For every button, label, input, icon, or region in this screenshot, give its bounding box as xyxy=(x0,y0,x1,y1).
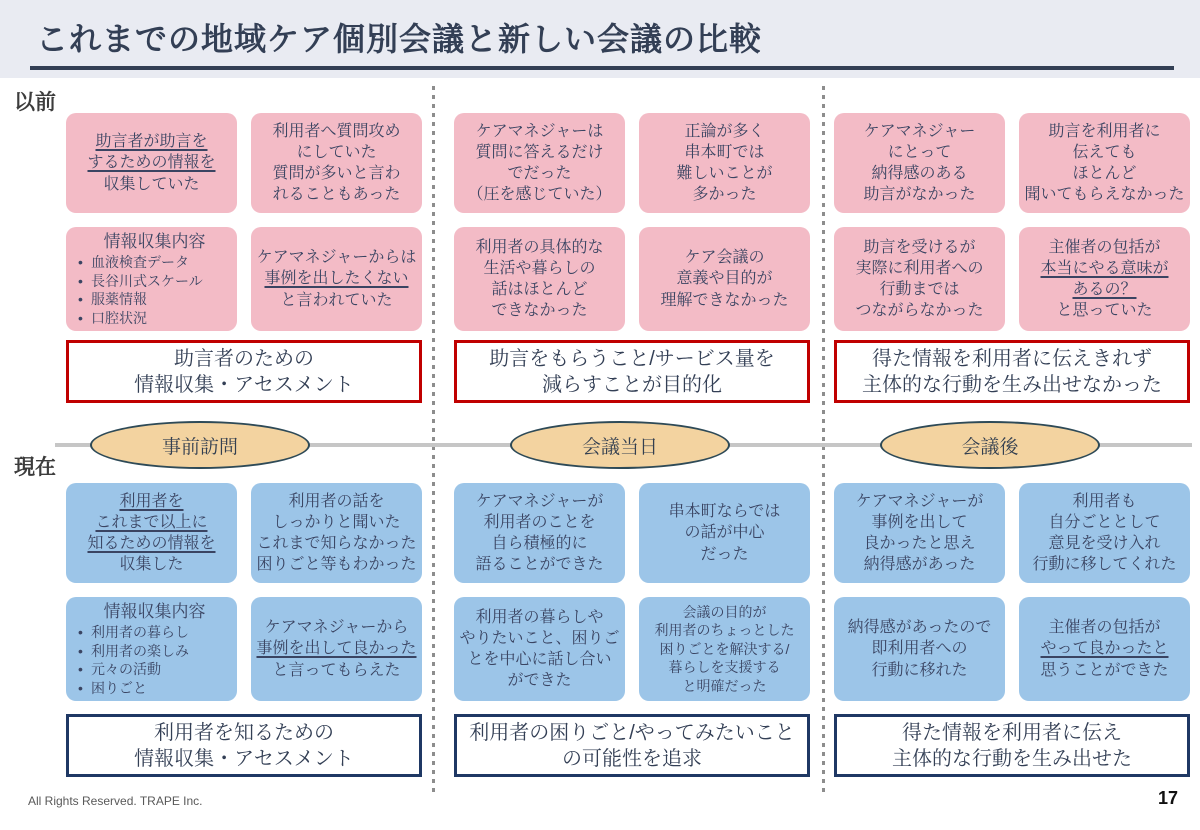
card-before-2-4 xyxy=(639,227,810,331)
text-line: 多かった xyxy=(692,186,757,204)
card-now-1-3 xyxy=(66,597,237,701)
text-line: これまで知らなかった xyxy=(256,535,417,552)
card-now-1-4 xyxy=(251,597,422,701)
before-column-after-meeting xyxy=(834,113,1190,403)
text-line: 納得感のある xyxy=(871,165,968,182)
text-line: 主体的な行動を生み出せた xyxy=(892,747,1132,770)
summary-before-2 xyxy=(454,340,810,403)
text-line: 利用者の具体的な xyxy=(475,238,604,256)
text-line: 理解できなかった xyxy=(660,291,789,309)
card-before-1-3 xyxy=(66,227,237,331)
text-line: 意義や目的が xyxy=(676,270,773,288)
now-column-after-meeting xyxy=(834,483,1190,777)
card-now-2-4 xyxy=(639,597,810,701)
text-line: とを中心に話し合い xyxy=(467,651,612,668)
card-before-3-3 xyxy=(834,227,1005,331)
text-line: 困りごとを解決する/ xyxy=(659,640,790,657)
text-line: しっかりと聞いた xyxy=(272,513,401,531)
timeline-stage-pre-visit xyxy=(90,421,310,469)
text-line: 思うことができた xyxy=(1040,661,1169,679)
bullet-line: • 利用者の楽しみ xyxy=(74,642,189,660)
bullet-line: • 長谷川式スケール xyxy=(74,272,203,290)
text-line: の可能性を追求 xyxy=(562,747,702,770)
card-now-3-3 xyxy=(834,597,1005,701)
text-line: あるの？ xyxy=(1072,281,1137,298)
timeline-stage-after-meeting xyxy=(880,421,1100,469)
text-line: 行動までは xyxy=(879,281,960,298)
text-line: 質問が多いと言わ xyxy=(272,165,401,182)
column-divider-2 xyxy=(822,86,825,792)
text-line: 利用者のことを xyxy=(483,513,596,531)
text-line: 事例を出したくない xyxy=(264,270,409,288)
card-grid xyxy=(66,483,422,701)
text-line: 情報収集・アセスメント xyxy=(134,373,354,396)
text-line: 情報収集・アセスメント xyxy=(134,747,354,770)
card-before-3-2 xyxy=(1019,113,1190,213)
text-line: 助言をもらうこと/サービス量を xyxy=(489,347,775,370)
text-line: 利用者を知るための xyxy=(154,721,334,744)
bullet-line: • 口腔状況 xyxy=(74,309,147,327)
text-line: できなかった xyxy=(491,302,588,320)
text-line: 意見を受け入れ xyxy=(1048,535,1161,552)
text-line: にとって xyxy=(887,143,952,161)
timeline-stage-label: 事前訪問 xyxy=(161,436,238,458)
text-line: 収集した xyxy=(119,556,184,574)
text-line: でだった xyxy=(507,165,572,182)
text-line: 事例を出して xyxy=(871,513,968,531)
text-line: 良かったと思え xyxy=(863,535,976,552)
card-now-2-3 xyxy=(454,597,625,701)
text-line: これまで以上に xyxy=(95,513,208,531)
card-now-3-1 xyxy=(834,483,1005,583)
text-line: 助言がなかった xyxy=(863,186,976,204)
text-line: 行動に移れた xyxy=(871,661,968,679)
text-line: 串本町では xyxy=(684,143,765,161)
text-line: 利用者へ質問攻め xyxy=(272,122,401,140)
text-line: ほとんど xyxy=(1072,165,1137,182)
timeline-stage-meeting-day xyxy=(510,421,730,469)
card-before-1-1 xyxy=(66,113,237,213)
bullet-line: • 血液検査データ xyxy=(74,253,189,271)
text-line: 主体的な行動を生み出せなかった xyxy=(862,373,1162,396)
page-title: これまでの地域ケア個別会議と新しい会議の比較 xyxy=(36,21,763,57)
text-line: 利用者のちょっとした xyxy=(654,622,795,639)
text-line: ケアマネジャーが xyxy=(475,492,604,510)
text-line: 主催者の包括が xyxy=(1048,619,1161,637)
text-line: ケアマネジャーからは xyxy=(256,249,417,267)
text-line: と言ってもらえた xyxy=(272,661,401,679)
card-grid xyxy=(834,483,1190,701)
text-line: 情報収集内容 xyxy=(103,231,206,251)
text-line: （圧を感じていた） xyxy=(467,186,612,204)
summary-before-3 xyxy=(834,340,1190,403)
card-before-2-1 xyxy=(454,113,625,213)
text-line: するための情報を xyxy=(87,154,216,172)
text-line: 納得感があったので xyxy=(847,619,992,637)
header-band xyxy=(0,0,1200,78)
timeline-stage-label: 会議後 xyxy=(961,436,1019,458)
text-line: 減らすことが目的化 xyxy=(542,373,722,396)
bullet-line: • 元々の活動 xyxy=(74,660,161,678)
text-line: 自ら積極的に xyxy=(491,535,588,552)
copyright-text: All Rights Reserved. TRAPE Inc. xyxy=(28,794,203,808)
text-line: ケアマネジャー xyxy=(863,122,976,140)
summary-now-1 xyxy=(66,714,422,777)
page-number: 17 xyxy=(1157,788,1178,808)
text-line: 聞いてもらえなかった xyxy=(1024,186,1185,204)
text-line: 行動に移してくれた xyxy=(1032,556,1177,574)
card-before-2-3 xyxy=(454,227,625,331)
card-now-2-2 xyxy=(639,483,810,583)
text-line: と言われていた xyxy=(280,291,393,309)
text-line: 納得感があった xyxy=(863,556,976,574)
text-line: 利用者も xyxy=(1072,492,1137,510)
text-line: 困りごと等もわかった xyxy=(256,556,417,574)
text-line: 伝えても xyxy=(1072,143,1137,161)
text-line: の話が中心 xyxy=(684,524,765,542)
text-line: 助言を受けるが xyxy=(863,238,976,256)
text-line: 話はほとんど xyxy=(491,281,588,298)
card-grid xyxy=(454,113,810,331)
text-line: れることもあった xyxy=(272,186,401,204)
text-line: ケア会議の xyxy=(684,249,765,267)
text-line: ケアマネジャーが xyxy=(855,492,984,510)
card-before-1-4 xyxy=(251,227,422,331)
timeline-stage-label: 会議当日 xyxy=(581,436,658,458)
text-line: やりたいこと、困りご xyxy=(459,629,620,647)
before-column-meeting-day xyxy=(454,113,810,403)
card-now-1-1 xyxy=(66,483,237,583)
card-now-2-1 xyxy=(454,483,625,583)
text-line: 事例を出して良かった xyxy=(256,640,417,658)
text-line: ケアマネジャーから xyxy=(264,619,409,637)
card-before-1-2 xyxy=(251,113,422,213)
text-line: 即利用者への xyxy=(871,640,968,658)
text-line: 利用者の困りごと/やってみたいこと xyxy=(469,721,795,744)
summary-before-1 xyxy=(66,340,422,403)
label-before: 以前 xyxy=(14,91,56,114)
text-line: 助言者が助言を xyxy=(95,133,208,151)
bullet-line: • 利用者の暮らし xyxy=(74,623,189,641)
text-line: だった xyxy=(700,545,749,563)
column-divider-1 xyxy=(432,86,435,792)
text-line: と明確だった xyxy=(682,677,767,694)
card-grid xyxy=(834,113,1190,331)
text-line: 得た情報を利用者に伝え xyxy=(902,721,1122,744)
card-before-3-1 xyxy=(834,113,1005,213)
title-underline xyxy=(30,66,1174,70)
text-line: つながらなかった xyxy=(855,302,984,320)
now-column-pre-visit xyxy=(66,483,422,777)
text-line: 質問に答えるだけ xyxy=(475,143,604,161)
card-now-1-2 xyxy=(251,483,422,583)
card-now-3-4 xyxy=(1019,597,1190,701)
text-line: 自分ごととして xyxy=(1048,513,1161,531)
text-line: 難しいことが xyxy=(676,165,773,182)
text-line: 助言者のための xyxy=(174,347,314,370)
bullet-line: • 困りごと xyxy=(74,679,147,697)
bullet-line: • 服薬情報 xyxy=(74,290,147,308)
text-line: 知るための情報を xyxy=(87,535,216,552)
text-line: 生活や暮らしの xyxy=(483,259,596,277)
text-line: 利用者を xyxy=(119,492,184,510)
text-line: 利用者の話を xyxy=(288,492,385,510)
text-line: やって良かったと xyxy=(1040,640,1169,658)
summary-now-3 xyxy=(834,714,1190,777)
text-line: 得た情報を利用者に伝えきれず xyxy=(872,347,1152,370)
text-line: 助言を利用者に xyxy=(1048,122,1161,140)
text-line: ができた xyxy=(507,672,572,690)
text-line: 会議の目的が xyxy=(682,603,767,620)
label-now: 現在 xyxy=(14,456,56,479)
card-before-2-2 xyxy=(639,113,810,213)
text-line: 実際に利用者への xyxy=(855,259,984,277)
text-line: 暮らしを支援する xyxy=(668,659,781,676)
text-line: 本当にやる意味が xyxy=(1040,259,1169,277)
text-line: 利用者の暮らしや xyxy=(475,608,604,626)
text-line: にしていた xyxy=(296,143,377,161)
before-column-pre-visit xyxy=(66,113,422,403)
card-now-3-2 xyxy=(1019,483,1190,583)
text-line: 正論が多く xyxy=(684,122,765,140)
card-grid xyxy=(454,483,810,701)
text-line: 主催者の包括が xyxy=(1048,238,1161,256)
text-line: ケアマネジャーは xyxy=(475,122,604,140)
text-line: 語ることができた xyxy=(475,556,604,574)
text-line: 収集していた xyxy=(103,175,200,193)
summary-now-2 xyxy=(454,714,810,777)
card-grid xyxy=(66,113,422,331)
text-line: 情報収集内容 xyxy=(103,601,206,621)
text-line: 串本町ならでは xyxy=(668,503,781,521)
card-before-3-4 xyxy=(1019,227,1190,331)
now-column-meeting-day xyxy=(454,483,810,777)
text-line: と思っていた xyxy=(1056,302,1153,320)
